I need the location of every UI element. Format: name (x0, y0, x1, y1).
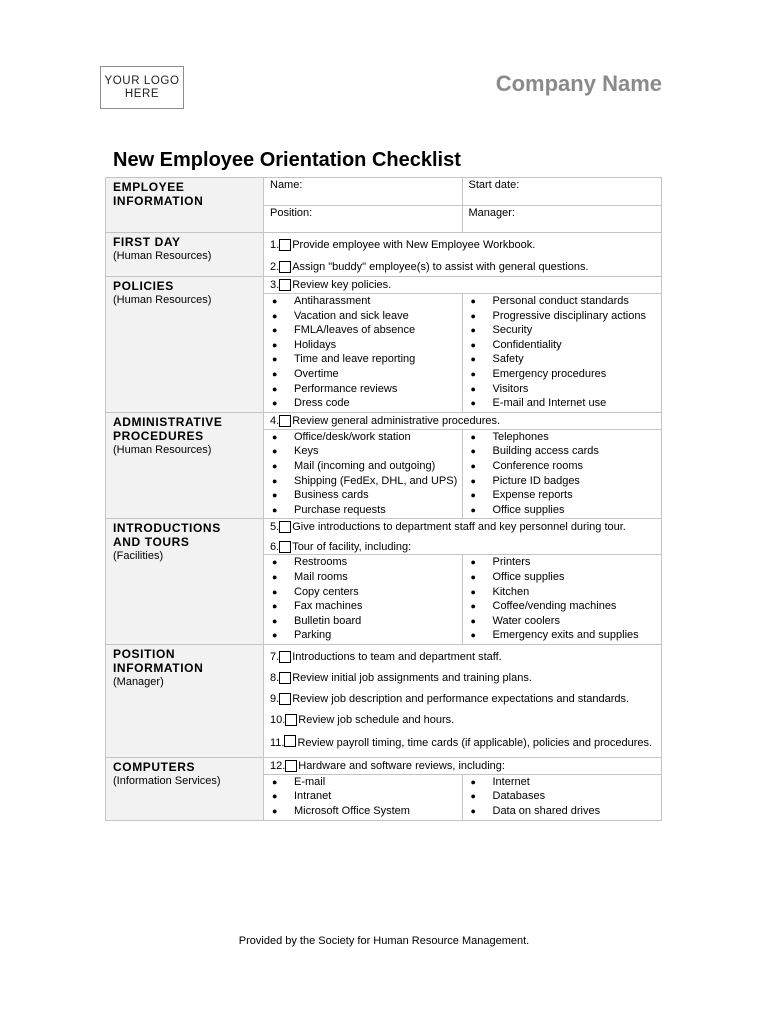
section-header (106, 644, 264, 757)
list-item (270, 309, 458, 324)
bullet-icon: ● (470, 339, 476, 350)
item-text: Give introductions to department staff and key personnel during tour. (292, 521, 626, 534)
list-item (469, 294, 658, 309)
checkbox[interactable] (279, 541, 291, 553)
logo-line-1: YOUR LOGO (104, 74, 180, 87)
section-subtitle: (Human Resources) (113, 250, 212, 262)
list-item (469, 585, 658, 600)
orientation-checklist-table (105, 177, 662, 821)
list-item-text: Bulletin board (294, 614, 362, 627)
section-header (106, 519, 264, 645)
bullet-icon: ● (272, 310, 278, 321)
list-item (469, 789, 658, 804)
list-item-text: Dress code (294, 397, 350, 410)
start-date-field[interactable]: Start date: (468, 179, 520, 191)
list-item-text: Internet (492, 775, 530, 788)
bullet-icon: ● (272, 776, 278, 787)
list-item-text: Mail (incoming and outgoing) (294, 459, 436, 472)
list-item (270, 775, 458, 790)
document-title: New Employee Orientation Checklist (113, 149, 461, 171)
bullet-icon: ● (272, 446, 278, 457)
list-item-text: Time and leave reporting (294, 353, 416, 366)
company-name: Company Name (495, 71, 662, 96)
checklist-item (264, 235, 661, 257)
bullet-icon: ● (272, 296, 278, 306)
list-item (270, 338, 458, 353)
list-item-text: Holidays (294, 338, 337, 351)
tour-list-left (264, 555, 463, 644)
section-header (106, 757, 264, 820)
bullet-icon: ● (272, 806, 278, 817)
bullet-icon: ● (272, 339, 278, 350)
list-item-text: Security (492, 324, 533, 337)
section-content (264, 233, 662, 277)
checkbox[interactable] (279, 261, 291, 273)
checkbox[interactable] (285, 714, 297, 726)
list-item (270, 585, 458, 600)
item-text: Review key policies. (292, 279, 392, 291)
bullet-icon: ● (470, 383, 476, 394)
item-number: 8. (270, 671, 280, 684)
list-item-text: Antiharassment (294, 295, 371, 307)
checklist-item (264, 647, 661, 668)
list-item (270, 789, 458, 804)
item-text: Tour of facility, including: (292, 541, 412, 554)
list-item-text: Emergency procedures (492, 367, 607, 380)
checklist-item (264, 413, 661, 429)
section-title: POLICIES (113, 279, 174, 293)
bullet-icon: ● (470, 310, 476, 321)
list-item (270, 367, 458, 382)
list-item (270, 396, 458, 411)
checklist-item (264, 758, 661, 774)
list-item (270, 474, 458, 489)
list-item (270, 430, 458, 445)
checklist-item (264, 731, 661, 754)
list-item-text: Water coolers (492, 614, 560, 627)
list-item-text: Kitchen (492, 585, 530, 598)
bullet-icon: ● (272, 368, 278, 379)
list-item-text: E-mail (294, 775, 326, 788)
name-field[interactable]: Name: (264, 178, 463, 205)
item-number: 3. (270, 279, 280, 291)
bullet-icon: ● (272, 325, 278, 336)
list-item-text: Safety (492, 353, 524, 366)
item-number: 7. (270, 650, 280, 663)
item-number: 12. (270, 759, 286, 772)
list-item (469, 570, 658, 585)
bullet-icon: ● (470, 504, 476, 515)
list-item (270, 352, 458, 367)
computer-list-left (264, 775, 463, 820)
admin-list-left (264, 430, 463, 519)
tour-list-right (463, 555, 662, 644)
computer-list-right (463, 775, 662, 820)
logo-line-2: HERE (124, 87, 160, 100)
list-item-text: Microsoft Office System (294, 805, 410, 818)
bullet-icon: ● (470, 776, 476, 787)
list-item (469, 488, 658, 503)
bullet-icon: ● (272, 615, 278, 626)
checkbox[interactable] (285, 760, 297, 772)
list-item-text: Business cards (294, 489, 369, 502)
list-item (270, 599, 458, 614)
list-item (270, 804, 458, 819)
section-content (264, 757, 662, 820)
bullet-icon: ● (470, 630, 476, 641)
item-text: Review payroll timing, time cards (if applicable), policies and procedures. (297, 736, 653, 749)
bullet-icon: ● (272, 571, 278, 582)
list-item (270, 382, 458, 397)
section-computers (106, 757, 662, 820)
list-item (270, 570, 458, 585)
bullet-icon: ● (272, 460, 278, 471)
section-title: POSITION INFORMATION (113, 646, 204, 675)
footer-credit: Provided by the Society for Human Resource Management. (238, 935, 530, 947)
item-text: Hardware and software reviews, including: (298, 759, 505, 772)
section-header (106, 412, 264, 519)
bullet-icon: ● (470, 490, 476, 501)
list-item-text: Parking (294, 629, 332, 642)
list-item-text: Purchase requests (294, 503, 386, 516)
list-item-text: Copy centers (294, 585, 359, 598)
section-administrative-procedures (106, 412, 662, 519)
checklist-item (264, 277, 661, 293)
item-number: 10. (270, 713, 286, 726)
item-number: 4. (270, 414, 280, 427)
bullet-icon: ● (470, 586, 476, 597)
item-text: Review general administrative procedures. (292, 414, 501, 427)
policy-list-right (463, 294, 662, 412)
checkbox[interactable] (284, 735, 296, 747)
item-text: Provide employee with New Employee Workbook. (292, 239, 536, 251)
list-item-text: Overtime (294, 367, 339, 380)
section-title: ADMINISTRATIVE PROCEDURES (113, 414, 223, 443)
list-item-text: Mail rooms (294, 570, 348, 583)
section-header (106, 277, 264, 413)
section-position-information (106, 644, 662, 757)
checkbox[interactable] (279, 239, 291, 251)
checkbox[interactable] (279, 672, 291, 684)
list-item (270, 294, 458, 309)
list-item (469, 503, 658, 518)
list-item-text: Emergency exits and supplies (492, 629, 639, 642)
list-item-text: Progressive disciplinary actions (492, 309, 646, 322)
bullet-icon: ● (272, 431, 278, 442)
policy-list-left (264, 294, 463, 412)
list-item (469, 474, 658, 489)
list-item-text: Data on shared drives (492, 805, 601, 818)
item-number: 6. (270, 541, 280, 554)
item-text: Assign "buddy" employee(s) to assist with general questions. (292, 261, 589, 273)
bullet-icon: ● (470, 446, 476, 457)
item-text: Introductions to team and department staff. (292, 650, 502, 663)
list-item-text: Vacation and sick leave (294, 309, 409, 322)
list-item (469, 775, 658, 790)
section-subtitle: (Facilities) (113, 550, 164, 563)
list-item (469, 628, 658, 643)
list-item-text: E-mail and Internet use (492, 397, 607, 410)
section-first-day (106, 233, 662, 277)
list-item (469, 309, 658, 324)
bullet-icon: ● (272, 475, 278, 486)
bullet-icon: ● (470, 557, 476, 568)
section-subtitle: (Manager) (113, 675, 164, 688)
bullet-icon: ● (272, 601, 278, 612)
list-item-text: Intranet (294, 790, 332, 803)
list-item-text: Coffee/vending machines (492, 600, 617, 613)
section-content (264, 412, 662, 519)
checklist-item (264, 257, 661, 276)
bullet-icon: ● (470, 806, 476, 817)
list-item (469, 396, 658, 411)
list-item-text: Visitors (492, 382, 529, 395)
checklist-item (264, 689, 661, 710)
item-number: 1. (270, 239, 280, 251)
bullet-icon: ● (272, 490, 278, 501)
bullet-icon: ● (272, 630, 278, 641)
list-item (270, 503, 458, 518)
item-number: 2. (270, 261, 280, 273)
list-item-text: Building access cards (492, 445, 599, 458)
list-item (469, 323, 658, 338)
list-item-text: Performance reviews (294, 382, 398, 395)
list-item (469, 614, 658, 629)
section-content (264, 519, 662, 645)
list-item-text: Office supplies (492, 570, 565, 583)
section-employee-information (106, 178, 662, 233)
item-text: Review initial job assignments and training plans. (292, 671, 532, 684)
section-content (264, 277, 662, 413)
list-item-text: Keys (294, 445, 319, 458)
bullet-icon: ● (470, 368, 476, 379)
item-number: 9. (270, 692, 280, 705)
checkbox[interactable] (279, 693, 291, 705)
bullet-icon: ● (272, 398, 278, 409)
list-item-text: Restrooms (294, 556, 348, 569)
manager-field[interactable]: Manager: (468, 207, 515, 219)
section-introductions-and-tours (106, 519, 662, 645)
list-item-text: Printers (492, 556, 531, 569)
list-item (469, 804, 658, 819)
section-subtitle: (Information Services) (113, 774, 221, 787)
list-item (469, 444, 658, 459)
list-item (469, 338, 658, 353)
bullet-icon: ● (470, 475, 476, 486)
section-header (106, 233, 264, 277)
section-content (264, 178, 662, 233)
item-number: 11. (270, 736, 285, 749)
position-field[interactable]: Position: (264, 206, 463, 232)
bullet-icon: ● (272, 354, 278, 365)
section-subtitle: (Human Resources) (113, 294, 212, 306)
list-item-text: Personal conduct standards (492, 295, 629, 307)
checklist-item (264, 539, 661, 554)
list-item (469, 599, 658, 614)
list-item-text: Conference rooms (492, 459, 583, 472)
bullet-icon: ● (470, 354, 476, 365)
admin-list-right (463, 430, 662, 519)
list-item-text: Confidentiality (492, 338, 562, 351)
checklist-item (264, 668, 661, 689)
list-item (270, 614, 458, 629)
list-item (270, 323, 458, 338)
section-policies (106, 277, 662, 413)
list-item (270, 555, 458, 570)
list-item (270, 628, 458, 643)
list-item-text: Office supplies (492, 503, 565, 516)
bullet-icon: ● (272, 557, 278, 568)
section-header (106, 178, 264, 233)
list-item (469, 459, 658, 474)
bullet-icon: ● (470, 431, 476, 442)
list-item (270, 444, 458, 459)
bullet-icon: ● (470, 398, 476, 409)
list-item (469, 382, 658, 397)
checkbox[interactable] (279, 651, 291, 663)
checklist-item (264, 519, 661, 539)
list-item-text: Databases (492, 790, 546, 803)
bullet-icon: ● (272, 586, 278, 597)
bullet-icon: ● (470, 325, 476, 336)
list-item-text: Picture ID badges (492, 474, 580, 487)
list-item (270, 488, 458, 503)
bullet-icon: ● (470, 571, 476, 582)
bullet-icon: ● (272, 791, 278, 802)
bullet-icon: ● (470, 601, 476, 612)
section-content (264, 644, 662, 757)
list-item (469, 555, 658, 570)
bullet-icon: ● (272, 504, 278, 515)
item-number: 5. (270, 521, 280, 534)
bullet-icon: ● (470, 460, 476, 471)
list-item-text: FMLA/leaves of absence (294, 324, 416, 337)
company-logo-placeholder (100, 66, 184, 109)
checkbox[interactable] (279, 279, 291, 291)
list-item-text: Fax machines (294, 600, 363, 613)
section-title: EMPLOYEE INFORMATION (113, 180, 204, 208)
list-item-text: Telephones (492, 430, 549, 443)
bullet-icon: ● (470, 615, 476, 626)
item-text: Review job description and performance expectations and standards. (292, 692, 630, 705)
list-item (469, 367, 658, 382)
bullet-icon: ● (470, 791, 476, 802)
list-item-text: Expense reports (492, 489, 573, 502)
section-title: INTRODUCTIONS AND TOURS (113, 521, 221, 550)
list-item-text: Office/desk/work station (294, 430, 411, 443)
list-item-text: Shipping (FedEx, DHL, and UPS) (294, 474, 458, 487)
checkbox[interactable] (279, 415, 291, 427)
checkbox[interactable] (279, 521, 291, 533)
bullet-icon: ● (272, 383, 278, 394)
section-title: FIRST DAY (113, 235, 181, 249)
list-item (469, 352, 658, 367)
list-item (270, 459, 458, 474)
list-item (469, 430, 658, 445)
checklist-item (264, 710, 661, 731)
bullet-icon: ● (470, 296, 476, 306)
section-title: COMPUTERS (113, 759, 196, 774)
section-subtitle: (Human Resources) (113, 443, 212, 456)
item-text: Review job schedule and hours. (298, 713, 455, 726)
